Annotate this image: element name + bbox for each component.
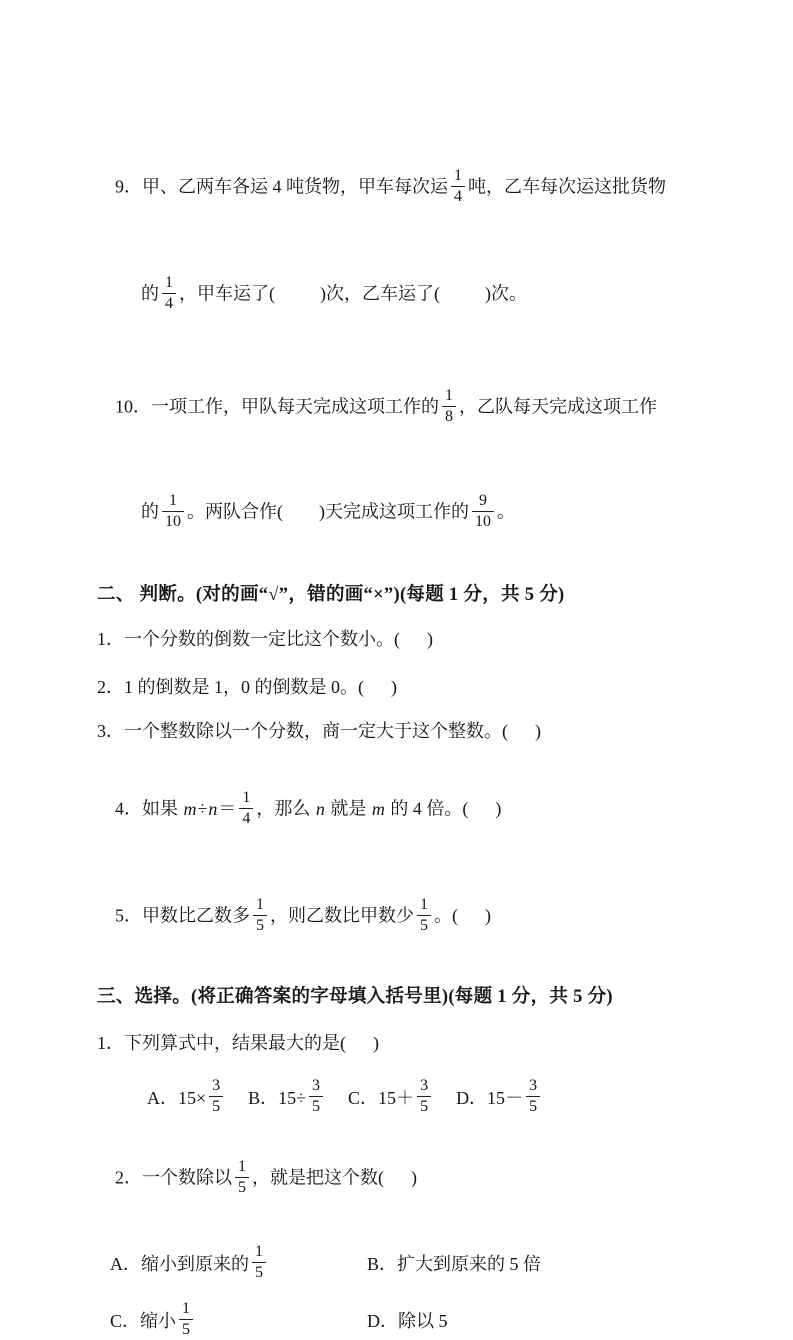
- variable-m: m: [371, 798, 385, 819]
- section-3-choice-title: 三、选择。(将正确答案的字母填入括号里)(每题 1 分，共 5 分): [97, 987, 613, 1007]
- text-segment: ，那么: [256, 798, 315, 819]
- fraction-numerator: 3: [529, 1077, 538, 1094]
- option-d: D．除以 5: [367, 1310, 448, 1331]
- variable-n: n: [315, 798, 325, 819]
- fraction-1-5: [252, 1242, 266, 1283]
- text-segment: 就是: [325, 798, 371, 819]
- text-segment-with-blanks: ，甲车运了( )次，乙车运了( )次。: [179, 283, 527, 304]
- question-10-line-2: [123, 465, 735, 558]
- fraction-denominator: 10: [472, 511, 494, 532]
- fraction-denominator: 5: [179, 1319, 193, 1340]
- fraction-numerator: 1: [445, 387, 453, 404]
- variable-n: n: [208, 798, 218, 819]
- fraction-numerator: 1: [165, 274, 173, 291]
- text-segment-with-blanks: 。( ): [434, 905, 491, 926]
- question-9-line-1: [97, 140, 735, 233]
- fraction-denominator: 4: [239, 808, 253, 829]
- fraction-1-4: [239, 788, 253, 829]
- divide-operator: ÷: [197, 798, 208, 819]
- section-2-judge-title: 二、 判断。(对的画“√”，错的画“×”)(每题 1 分，共 5 分): [97, 585, 565, 605]
- fraction-3-5: [309, 1076, 323, 1117]
- fraction-numerator: 1: [182, 1300, 191, 1317]
- option-a-label: A．15×: [147, 1087, 207, 1108]
- text-segment: 吨，乙车每次运这批货物: [468, 176, 666, 197]
- fraction-denominator: 5: [417, 915, 431, 936]
- option-c-label: C．缩小: [110, 1310, 177, 1331]
- option-c: [348, 1076, 434, 1117]
- fraction-3-5: [209, 1076, 223, 1117]
- text-segment: 5．甲数比乙数多: [115, 905, 250, 926]
- fraction-denominator: 5: [253, 915, 267, 936]
- option-b: B．扩大到原来的 5 倍: [367, 1253, 542, 1274]
- question-10-number: 10．: [115, 396, 151, 417]
- option-c: [110, 1299, 367, 1340]
- fraction-denominator: 10: [162, 511, 184, 532]
- choice-question-1: 1．下列算式中，结果最大的是( ): [97, 1033, 379, 1053]
- text-segment-with-blanks: 的 4 倍。( ): [385, 798, 502, 819]
- fraction-1-5: [179, 1299, 193, 1340]
- text-segment: ，则乙数比甲数少: [270, 905, 414, 926]
- fraction-denominator: 5: [417, 1096, 431, 1117]
- fraction-1-5: [253, 895, 267, 936]
- judge-item-1: 1．一个分数的倒数一定比这个数小。( ): [97, 629, 433, 649]
- option-b-label: B．15÷: [248, 1087, 307, 1108]
- fraction-3-5: [417, 1076, 431, 1117]
- question-9-line-2: [123, 247, 735, 340]
- option-a: [110, 1242, 367, 1283]
- fraction-numerator: 1: [242, 789, 251, 806]
- judge-item-2: 2．1 的倒数是 1，0 的倒数是 0。( ): [97, 677, 397, 697]
- fraction-numerator: 1: [169, 492, 177, 509]
- fraction-3-5: [526, 1076, 540, 1117]
- fraction-denominator: 5: [209, 1096, 223, 1117]
- fraction-denominator: 5: [526, 1096, 540, 1117]
- text-segment: 一项工作，甲队每天完成这项工作的: [151, 396, 439, 417]
- fraction-1-10: [162, 491, 184, 532]
- fraction-numerator: 1: [256, 896, 264, 913]
- judge-item-3: 3．一个整数除以一个分数，商一定大于这个整数。( ): [97, 721, 541, 741]
- fraction-1-8: [442, 386, 456, 427]
- fraction-numerator: 1: [255, 1243, 263, 1260]
- judge-item-5: [97, 869, 735, 962]
- fraction-numerator: 3: [420, 1077, 429, 1094]
- option-a: [147, 1076, 226, 1117]
- fraction-denominator: 5: [235, 1177, 249, 1198]
- text-segment: 。: [497, 501, 515, 522]
- equals-sign: ＝: [218, 798, 237, 819]
- fraction-numerator: 1: [238, 1158, 246, 1175]
- choice-question-1-options: [147, 1076, 735, 1117]
- fraction-denominator: 4: [451, 186, 465, 207]
- option-d-label: D．15－: [456, 1087, 524, 1108]
- text-segment: 4．如果: [115, 798, 183, 819]
- fraction-numerator: 1: [420, 896, 428, 913]
- fraction-1-4: [162, 273, 176, 314]
- fraction-numerator: 3: [312, 1077, 321, 1094]
- question-9-number: 9．: [115, 176, 142, 197]
- variable-m: m: [183, 798, 197, 819]
- text-segment: 的: [141, 283, 159, 304]
- fraction-denominator: 8: [442, 406, 456, 427]
- fraction-numerator: 3: [212, 1077, 221, 1094]
- fraction-1-5: [235, 1157, 249, 1198]
- option-b: [248, 1076, 326, 1117]
- text-segment-with-blanks: ，就是把这个数( ): [252, 1167, 417, 1188]
- text-segment: 甲、乙两车各运 4 吨货物，甲车每次运: [142, 176, 448, 197]
- choice-question-2-options-row-2: [110, 1299, 735, 1340]
- fraction-denominator: 5: [252, 1262, 266, 1283]
- option-d: [456, 1076, 543, 1117]
- text-segment: 的: [141, 501, 159, 522]
- fraction-9-10: [472, 491, 494, 532]
- text-segment: 2．一个数除以: [115, 1167, 232, 1188]
- text-segment-with-blanks: 。两队合作( )天完成这项工作的: [187, 501, 469, 522]
- fraction-numerator: 1: [454, 167, 462, 184]
- option-a-label: A．缩小到原来的: [110, 1253, 249, 1274]
- fraction-numerator: 9: [479, 492, 487, 509]
- judge-item-4: [97, 762, 735, 855]
- choice-question-2: [97, 1131, 735, 1224]
- text-segment: ，乙队每天完成这项工作: [459, 396, 657, 417]
- fraction-1-5: [417, 895, 431, 936]
- choice-question-2-options-row-1: [110, 1242, 735, 1283]
- question-10-line-1: [97, 360, 735, 453]
- fraction-denominator: 4: [162, 293, 176, 314]
- option-c-label: C．15＋: [348, 1087, 415, 1108]
- fraction-1-4: [451, 166, 465, 207]
- fraction-denominator: 5: [309, 1096, 323, 1117]
